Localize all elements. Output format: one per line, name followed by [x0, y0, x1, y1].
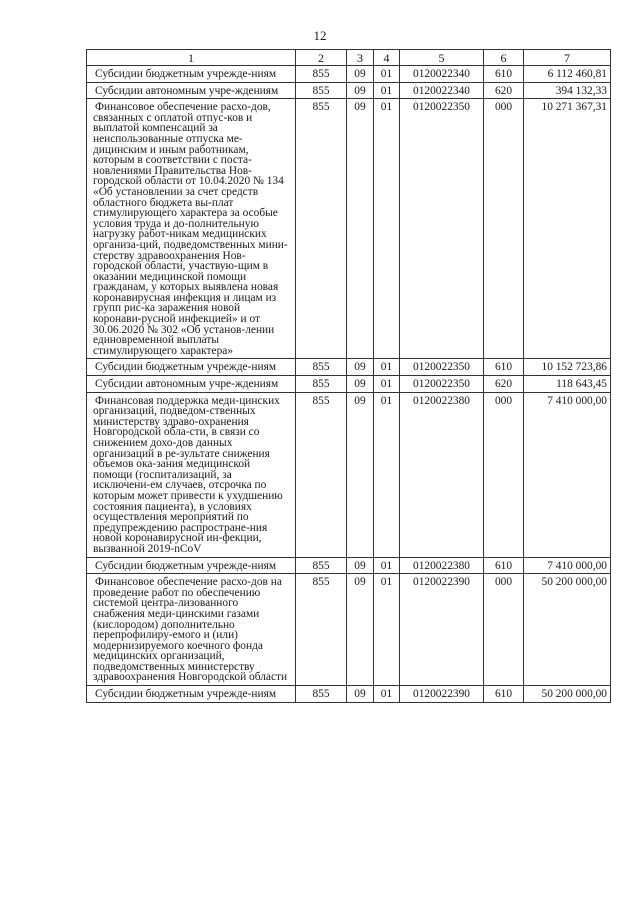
row-code-cell: 01	[374, 66, 400, 83]
row-code-cell: 855	[296, 99, 347, 359]
row-amount-cell: 10 152 723,86	[524, 359, 611, 376]
row-code-cell: 855	[296, 686, 347, 703]
row-code-cell: 09	[347, 686, 374, 703]
row-code-cell: 09	[347, 66, 374, 83]
row-name-cell: Финансовое обеспечение расхо-дов, связанных с оплатой отпус-ков и выплатой компенсаций за неиспользованные отпуска ме-дицинским и иным работникам, которым в соответствии с поста-новлениями Правительства Нов-городской области от 10.04.2020 № 134 «Об установлении за счет средств областного бюджета вы-плат стимулирующего характера за особые условия труда и до-полнительную нагрузку работ-никам медицинских организа-ций, подведомственных мини-стерству здравоохранения Нов-городской области, участвую-щим в оказании медицинской помощи гражданам, у которых выявлена новая коронавирусная инфекция и лицам из групп рис-ка заражения новой коронави-русной инфекцией» и от 30.06.2020 № 302 «Об установ-лении единовременной выплаты стимулирующего характера»	[87, 99, 296, 359]
row-code-cell: 01	[374, 99, 400, 359]
row-code-cell: 855	[296, 66, 347, 83]
row-code-cell: 000	[484, 99, 524, 359]
row-code-cell: 01	[374, 686, 400, 703]
row-name-cell: Субсидии бюджетным учрежде-ниям	[87, 557, 296, 574]
row-code-cell: 620	[484, 82, 524, 99]
row-code-cell: 855	[296, 557, 347, 574]
row-name-cell: Субсидии автономным учре-ждениям	[87, 82, 296, 99]
row-name-cell: Субсидии бюджетным учрежде-ниям	[87, 66, 296, 83]
row-code-cell: 09	[347, 574, 374, 686]
row-amount-cell: 6 112 460,81	[524, 66, 611, 83]
table-row	[87, 66, 611, 83]
column-header: 1	[87, 50, 296, 66]
row-code-cell: 855	[296, 392, 347, 557]
row-code-cell: 09	[347, 82, 374, 99]
row-code-cell: 0120022380	[400, 392, 484, 557]
table-row	[87, 359, 611, 376]
row-code-cell: 01	[374, 82, 400, 99]
row-code-cell: 0120022350	[400, 359, 484, 376]
row-amount-cell: 7 410 000,00	[524, 392, 611, 557]
column-header: 2	[296, 50, 347, 66]
table-row	[87, 686, 611, 703]
row-code-cell: 620	[484, 376, 524, 393]
row-name-cell: Субсидии автономным учре-ждениям	[87, 376, 296, 393]
row-name-cell: Финансовое обеспечение расхо-дов на проведение работ по обеспечению системой центра-лизованного снабжения меди-цинскими газами (кислородом) дополнительно перепрофилиру-емого и (или) модернизируемого коечного фонда медицинских организаций, подведомственных министерству здравоохранения Новгородской области	[87, 574, 296, 686]
row-code-cell: 09	[347, 99, 374, 359]
row-code-cell: 09	[347, 557, 374, 574]
row-amount-cell: 118 643,45	[524, 376, 611, 393]
table-header-row	[87, 50, 611, 66]
row-code-cell: 0120022340	[400, 82, 484, 99]
column-header: 6	[484, 50, 524, 66]
row-code-cell: 610	[484, 66, 524, 83]
row-code-cell: 855	[296, 376, 347, 393]
row-code-cell: 0120022350	[400, 376, 484, 393]
table-row	[87, 376, 611, 393]
column-header: 5	[400, 50, 484, 66]
row-code-cell: 855	[296, 574, 347, 686]
row-amount-cell: 10 271 367,31	[524, 99, 611, 359]
column-header: 4	[374, 50, 400, 66]
row-code-cell: 855	[296, 359, 347, 376]
row-code-cell: 0120022340	[400, 66, 484, 83]
row-code-cell: 09	[347, 359, 374, 376]
page-number: 12	[313, 28, 327, 43]
row-code-cell: 000	[484, 574, 524, 686]
row-code-cell: 610	[484, 686, 524, 703]
table-row	[87, 557, 611, 574]
table-row	[87, 574, 611, 686]
row-code-cell: 01	[374, 574, 400, 686]
row-name-cell: Финансовая поддержка меди-цинских организаций, подведом-ственных министерству здраво-охранения Новгородской обла-сти, в связи со снижением дохо-дов данных организаций в ре-зультате снижения объемов ока-зания медицинской помощи (госпитализаций, за исключени-ем случаев, отсрочка по которым может привести к ухудшению состояния пациента), в условиях осуществления мероприятий по предупреждению распростране-ния новой коронавирусной ин-фекции, вызванной 2019-nCoV	[87, 392, 296, 557]
row-code-cell: 0120022380	[400, 557, 484, 574]
row-code-cell: 0120022390	[400, 686, 484, 703]
table-row	[87, 392, 611, 557]
row-code-cell: 01	[374, 376, 400, 393]
row-code-cell: 01	[374, 557, 400, 574]
row-code-cell: 01	[374, 392, 400, 557]
row-code-cell: 0120022350	[400, 99, 484, 359]
column-header: 7	[524, 50, 611, 66]
row-amount-cell: 50 200 000,00	[524, 686, 611, 703]
row-amount-cell: 394 132,33	[524, 82, 611, 99]
row-code-cell: 000	[484, 392, 524, 557]
row-amount-cell: 50 200 000,00	[524, 574, 611, 686]
budget-table	[86, 49, 611, 703]
column-header: 3	[347, 50, 374, 66]
row-code-cell: 855	[296, 82, 347, 99]
row-code-cell: 610	[484, 557, 524, 574]
row-name-cell: Субсидии бюджетным учрежде-ниям	[87, 359, 296, 376]
row-code-cell: 01	[374, 359, 400, 376]
row-name-cell: Субсидии бюджетным учрежде-ниям	[87, 686, 296, 703]
row-code-cell: 0120022390	[400, 574, 484, 686]
row-code-cell: 09	[347, 392, 374, 557]
row-amount-cell: 7 410 000,00	[524, 557, 611, 574]
row-code-cell: 610	[484, 359, 524, 376]
table-row	[87, 82, 611, 99]
table-row	[87, 99, 611, 359]
row-code-cell: 09	[347, 376, 374, 393]
